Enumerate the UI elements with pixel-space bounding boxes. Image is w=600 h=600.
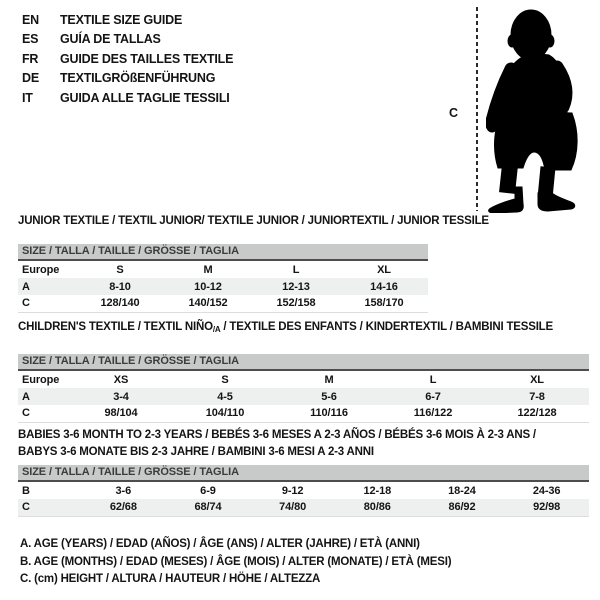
size-cell: 62/68	[109, 501, 137, 514]
babies-section-title-line2: BABYS 3-6 MONATE BIS 2-3 JAHRE / BAMBINI 3-6 MESI A 2-3 ANNI	[18, 446, 374, 458]
size-cell: 6-9	[200, 484, 216, 497]
language-code: ES	[22, 32, 39, 47]
size-cell: XL	[530, 373, 544, 386]
size-cell: 92/98	[533, 501, 561, 514]
table-row-height	[18, 499, 589, 516]
babies-section-title-line1: BABIES 3-6 MONTH TO 2-3 YEARS / BEBÉS 3-6 MESES A 2-3 AÑOS / BÉBÉS 3-6 MOIS À 2-3 ANS /	[18, 429, 536, 441]
size-cell: 24-36	[532, 484, 561, 497]
language-row-fr	[22, 49, 233, 69]
size-cell: L	[292, 263, 300, 276]
language-code: IT	[22, 90, 33, 105]
language-title: TEXTILGRÖßENFÜHRUNG	[60, 71, 216, 86]
size-cell: 158/170	[364, 297, 404, 310]
size-cell: 80/86	[363, 501, 391, 514]
size-cell: 86/92	[448, 501, 476, 514]
children-title-suffix: / TEXTILE DES ENFANTS / KINDERTEXTIL / BAMBINI TESSILE	[220, 321, 553, 333]
size-cell: 12-18	[363, 484, 392, 497]
size-cell: 68/74	[194, 501, 222, 514]
table-row-europe	[18, 261, 428, 278]
language-row-en	[22, 10, 233, 30]
size-cell: 140/152	[188, 297, 228, 310]
footnote-height-cm: C. (cm) HEIGHT / ALTURA / HAUTEUR / HÖHE / ALTEZZA	[20, 573, 321, 585]
babies-section	[18, 427, 589, 517]
babies-size-table	[18, 482, 589, 517]
row-label-cell: C	[22, 297, 30, 310]
language-title: GUÍA DE TALLAS	[60, 32, 161, 47]
row-label-cell: A	[22, 280, 30, 293]
size-cell: L	[429, 373, 437, 386]
table-row-height	[18, 295, 428, 312]
table-row-age	[18, 388, 589, 405]
language-code: EN	[22, 12, 39, 27]
size-cell: 4-5	[217, 390, 233, 403]
size-cell: 122/128	[517, 407, 557, 420]
size-cell: M	[324, 373, 334, 386]
size-cell: 128/140	[100, 297, 140, 310]
children-section	[18, 320, 589, 423]
size-cell: XL	[377, 263, 391, 276]
size-cell: 98/104	[104, 407, 138, 420]
size-cell: XS	[113, 373, 129, 386]
language-row-es	[22, 30, 233, 50]
footnote-age-months: B. AGE (MONTHS) / EDAD (MESES) / ÂGE (MOIS) / ALTER (MONATE) / ETÀ (MESI)	[20, 555, 452, 568]
size-cell: 7-8	[529, 390, 545, 403]
language-code: DE	[22, 71, 39, 86]
height-dashed-line	[476, 7, 478, 211]
footnotes	[20, 536, 451, 589]
row-label-cell: Europe	[22, 373, 60, 386]
table-row-height	[18, 405, 589, 422]
size-cell: 5-6	[321, 390, 337, 403]
table-row-months	[18, 482, 589, 499]
size-cell: 74/80	[279, 501, 307, 514]
size-cell: 18-24	[448, 484, 476, 497]
baby-silhouette-icon	[486, 5, 598, 213]
size-cell: 6-7	[425, 390, 441, 403]
junior-section	[18, 214, 489, 313]
size-cell: M	[203, 263, 213, 276]
size-cell: 3-6	[115, 484, 132, 497]
children-title-subscript: /A	[212, 325, 221, 334]
table-row-europe	[18, 371, 589, 388]
size-cell: 152/158	[276, 297, 316, 310]
size-cell: 12-13	[282, 280, 310, 293]
size-cell: 116/122	[413, 407, 453, 420]
row-label-cell: C	[22, 501, 30, 514]
size-cell: 14-16	[370, 280, 398, 293]
junior-size-table	[18, 261, 428, 313]
language-title: TEXTILE SIZE GUIDE	[60, 12, 183, 27]
language-row-it	[22, 88, 233, 108]
children-title-prefix: CHILDREN'S TEXTILE / TEXTIL NIÑO	[18, 321, 213, 333]
language-title: GUIDE DES TAILLES TEXTILE	[60, 51, 234, 66]
table-row-age	[18, 278, 428, 295]
babies-size-header-bar: SIZE / TALLA / TAILLE / GRÖSSE / TAGLIA	[18, 465, 589, 482]
size-cell: 8-10	[109, 280, 131, 293]
language-title: GUIDA ALLE TAGLIE TESSILI	[60, 90, 230, 105]
children-size-table	[18, 371, 589, 423]
height-measure-label: C	[449, 106, 459, 120]
language-list	[22, 10, 233, 108]
children-section-title	[18, 320, 589, 337]
row-label-cell: Europe	[22, 263, 60, 276]
language-code: FR	[22, 51, 39, 66]
size-cell: 10-12	[194, 280, 222, 293]
row-label-cell: C	[22, 407, 30, 420]
junior-section-title: JUNIOR TEXTILE / TEXTIL JUNIOR/ TEXTILE JUNIOR / JUNIORTEXTIL / JUNIOR TESSILE	[18, 215, 489, 227]
size-cell: 9-12	[281, 484, 304, 497]
children-size-header-bar: SIZE / TALLA / TAILLE / GRÖSSE / TAGLIA	[18, 354, 589, 371]
size-cell: S	[116, 263, 124, 276]
footnote-age-years: A. AGE (YEARS) / EDAD (AÑOS) / ÂGE (ANS) / ALTER (JAHRE) / ETÀ (ANNI)	[20, 538, 420, 550]
language-row-de	[22, 69, 233, 89]
size-cell: 104/110	[205, 407, 245, 420]
size-cell: 110/116	[310, 407, 348, 420]
row-label-cell: B	[22, 484, 30, 497]
junior-size-header-bar: SIZE / TALLA / TAILLE / GRÖSSE / TAGLIA	[18, 244, 428, 261]
row-label-cell: A	[22, 390, 30, 403]
size-cell: S	[221, 373, 229, 386]
size-cell: 3-4	[113, 390, 129, 403]
